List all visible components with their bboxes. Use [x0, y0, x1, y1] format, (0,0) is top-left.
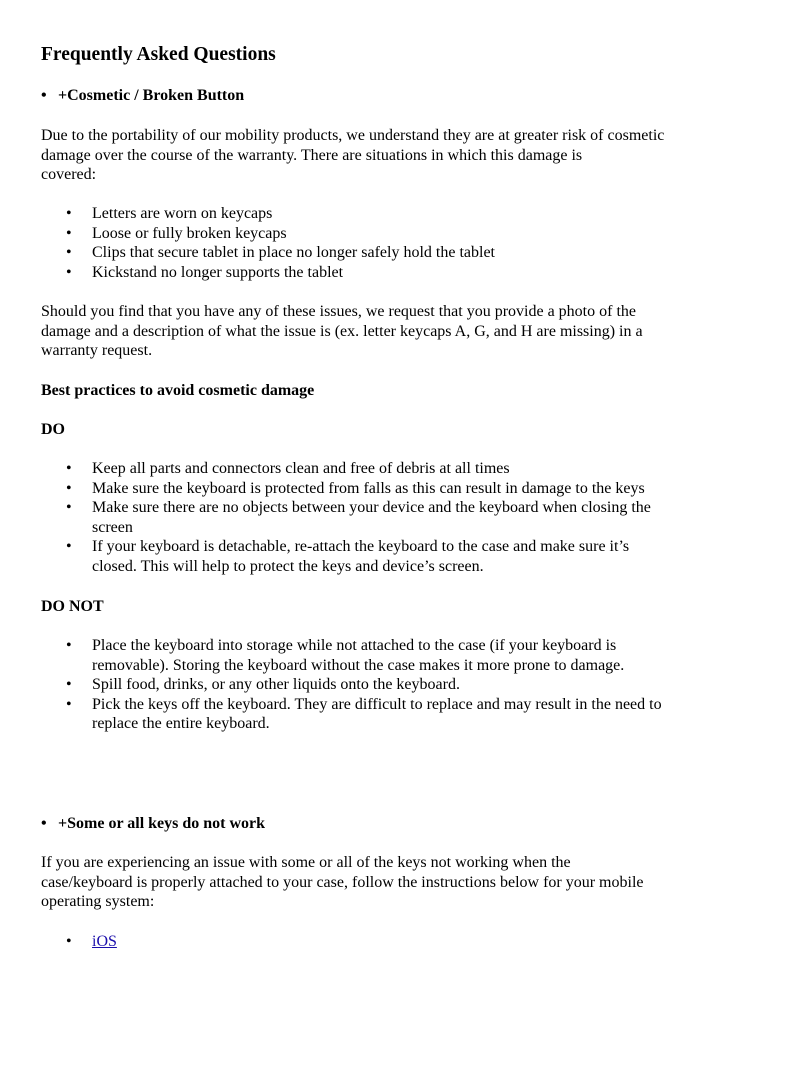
text-line: Should you find that you have any of these issues, we request that you provide a photo of the — [41, 303, 636, 320]
list-item — [66, 932, 746, 952]
section-keys-heading-text: +Some or all keys do not work — [58, 815, 266, 832]
cosmetic-intro-paragraph — [41, 126, 741, 185]
os-list — [66, 932, 746, 952]
text-line: If you are experiencing an issue with some or all of the keys not working when the — [41, 854, 571, 871]
covered-damage-list — [66, 204, 746, 282]
text-line: case/keyboard is properly attached to your case, follow the instructions below for your mobile — [41, 873, 644, 891]
bullet-icon: • — [41, 87, 47, 104]
bullet-icon: • — [41, 815, 47, 832]
list-item: • Make sure the keyboard is protected from falls as this can result in damage to the keys — [66, 479, 746, 499]
text-line: damage over the course of the warranty. There are situations in which this damage is — [41, 146, 583, 164]
do-list — [66, 459, 746, 576]
page-title: Frequently Asked Questions — [41, 44, 276, 65]
warranty-request-paragraph — [41, 302, 741, 361]
do-not-list — [66, 636, 746, 734]
ios-link[interactable]: iOS — [92, 933, 117, 950]
list-item: • Place the keyboard into storage while not attached to the case (if your keyboard is removable). Storing the keyboard without the case makes it more prone to damage. — [66, 636, 746, 675]
list-item: • Spill food, drinks, or any other liquids onto the keyboard. — [66, 675, 746, 695]
list-item: • Make sure there are no objects between your device and the keyboard when closing the screen — [66, 498, 746, 537]
do-not-heading: DO NOT — [41, 598, 104, 615]
text-line: Due to the portability of our mobility products, we understand they are at greater risk of cosmetic — [41, 127, 665, 144]
text-line: warranty request. — [41, 342, 153, 359]
list-item: • Kickstand no longer supports the tablet — [66, 263, 746, 283]
list-item: • Clips that secure tablet in place no longer safely hold the tablet — [66, 243, 746, 263]
section-cosmetic-heading[interactable] — [41, 86, 244, 106]
section-cosmetic-heading-text: +Cosmetic / Broken Button — [58, 87, 245, 104]
list-item: • Loose or fully broken keycaps — [66, 224, 746, 244]
text-line: covered: — [41, 166, 97, 183]
do-heading: DO — [41, 421, 65, 438]
list-item: • Pick the keys off the keyboard. They are difficult to replace and may result in the need to replace the entire keyboard. — [66, 695, 746, 734]
list-item: • Letters are worn on keycaps — [66, 204, 746, 224]
section-keys-heading[interactable] — [41, 814, 265, 834]
text-line: damage and a description of what the issue is (ex. letter keycaps A, G, and H are missing) in a — [41, 322, 643, 340]
keys-intro-paragraph — [41, 853, 741, 912]
list-item: • If your keyboard is detachable, re-attach the keyboard to the case and make sure it’s closed. This will help to protect the keys and device’s screen. — [66, 537, 746, 576]
best-practices-heading: Best practices to avoid cosmetic damage — [41, 382, 315, 399]
text-line: operating system: — [41, 893, 155, 910]
list-item: • Keep all parts and connectors clean and free of debris at all times — [66, 459, 746, 479]
